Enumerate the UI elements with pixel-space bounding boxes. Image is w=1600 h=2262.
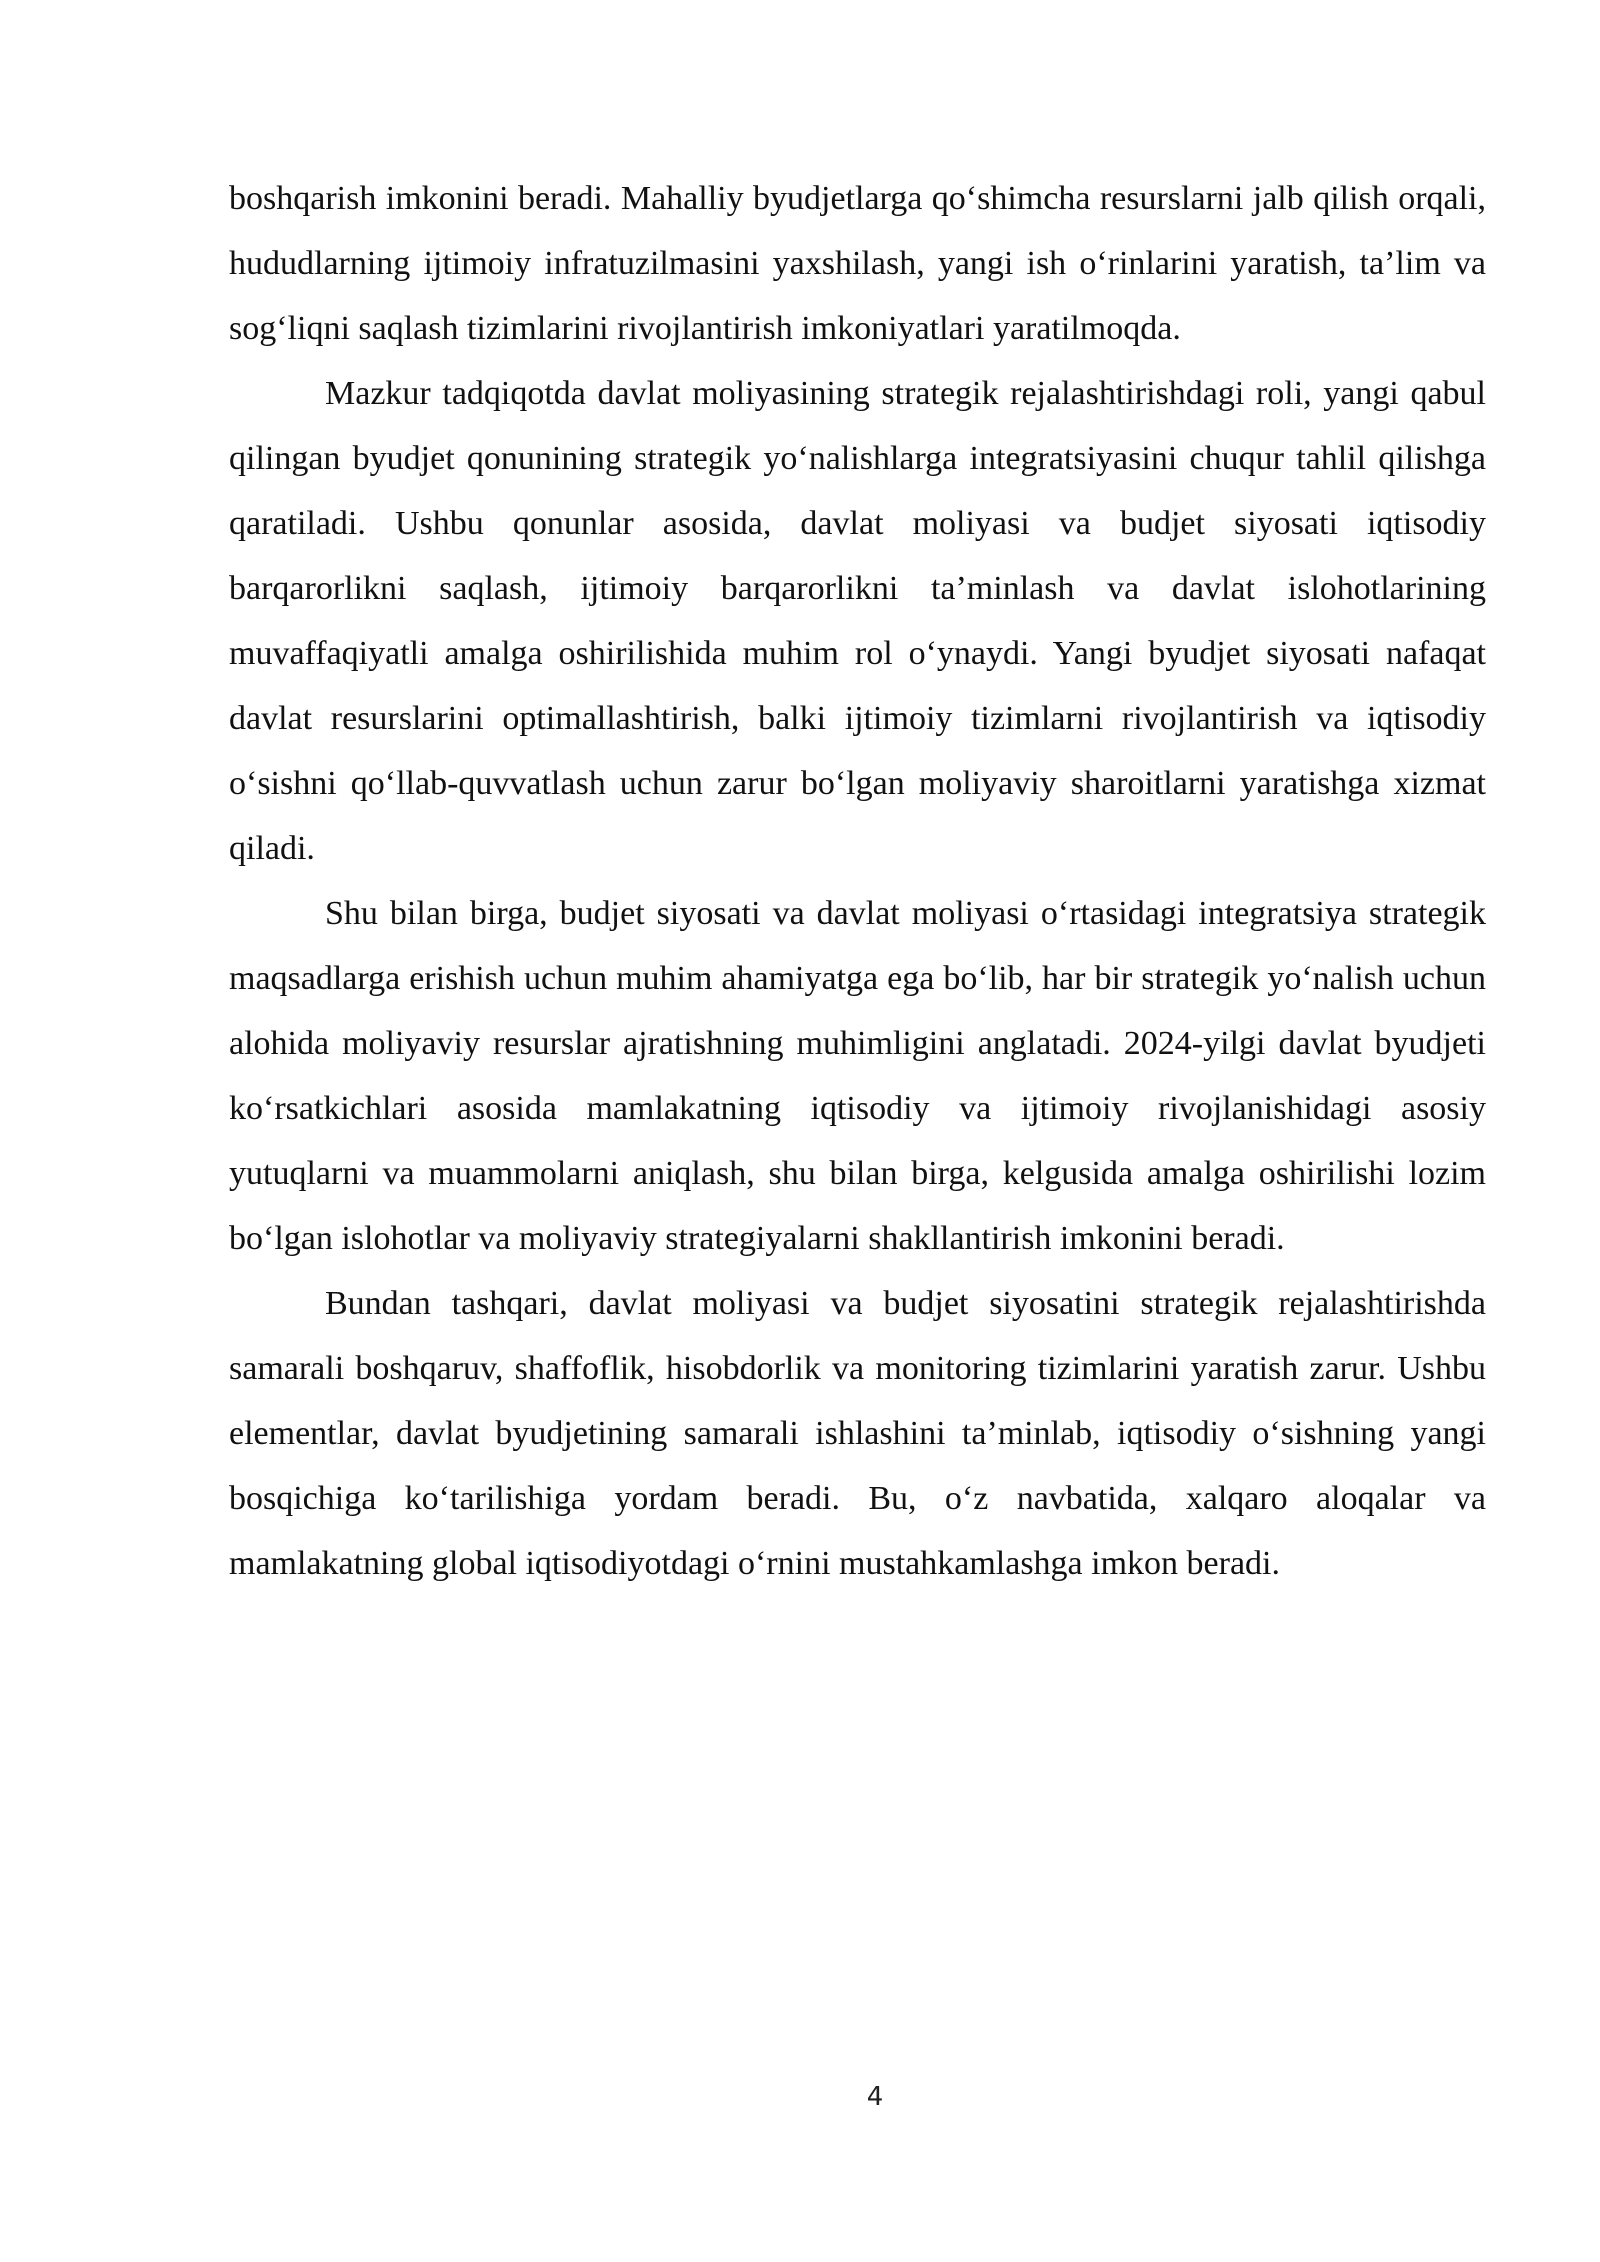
paragraph: Shu bilan birga, budjet siyosati va davlat moliyasi o‘rtasidagi integratsiya strategik maqsadlarga erishish uchun muhim ahamiyatga ega bo‘lib, har bir strategik yo‘nalish uchun alohida moliyaviy resurslar ajratishning muhimligini anglatadi. 2024-yilgi davlat byudjeti ko‘rsatkichlari asosida mamlakatning iqtisodiy va ijtimoiy rivojlanishidagi asosiy yutuqlarni va muammolarni aniqlash, shu bilan birga, kelgusida amalga oshirilishi lozim bo‘lgan islohotlar va moliyaviy strategiyalarni shakllantirish imkonini beradi. xyxy=(229,895,1486,1257)
paragraph: Bundan tashqari, davlat moliyasi va budjet siyosatini strategik rejalashtirishda samarali boshqaruv, shaffoflik, hisobdorlik va monitoring tizimlarini yaratish zarur. Ushbu elementlar, davlat byudjetining samarali ishlashini ta’minlab, iqtisodiy o‘sishning yangi bosqichiga ko‘tarilishiga yordam beradi. Bu, o‘z navbatida, xalqaro aloqalar va mamlakatning global iqtisodiyotdagi o‘rnini mustahkamlashga imkon beradi. xyxy=(229,1285,1486,1582)
body-text xyxy=(229,166,1486,1596)
page-number: 4 xyxy=(866,2082,884,2112)
paragraph-continuation: boshqarish imkonini beradi. Mahalliy byudjetlarga qo‘shimcha resurslarni jalb qilish orqali, hududlarning ijtimoiy infratuzilmasini yaxshilash, yangi ish o‘rinlarini yaratish, ta’lim va sog‘liqni saqlash tizimlarini rivojlantirish imkoniyatlari yaratilmoqda. xyxy=(229,180,1486,347)
paragraph: Mazkur tadqiqotda davlat moliyasining strategik rejalashtirishdagi roli, yangi qabul qilingan byudjet qonunining strategik yo‘nalishlarga integratsiyasini chuqur tahlil qilishga qaratiladi. Ushbu qonunlar asosida, davlat moliyasi va budjet siyosati iqtisodiy barqarorlikni saqlash, ijtimoiy barqarorlikni ta’minlash va davlat islohotlarining muvaffaqiyatli amalga oshirilishida muhim rol o‘ynaydi. Yangi byudjet siyosati nafaqat davlat resurslarini optimallashtirish, balki ijtimoiy tizimlarni rivojlantirish va iqtisodiy o‘sishni qo‘llab-quvvatlash uchun zarur bo‘lgan moliyaviy sharoitlarni yaratishga xizmat qiladi. xyxy=(229,375,1486,867)
